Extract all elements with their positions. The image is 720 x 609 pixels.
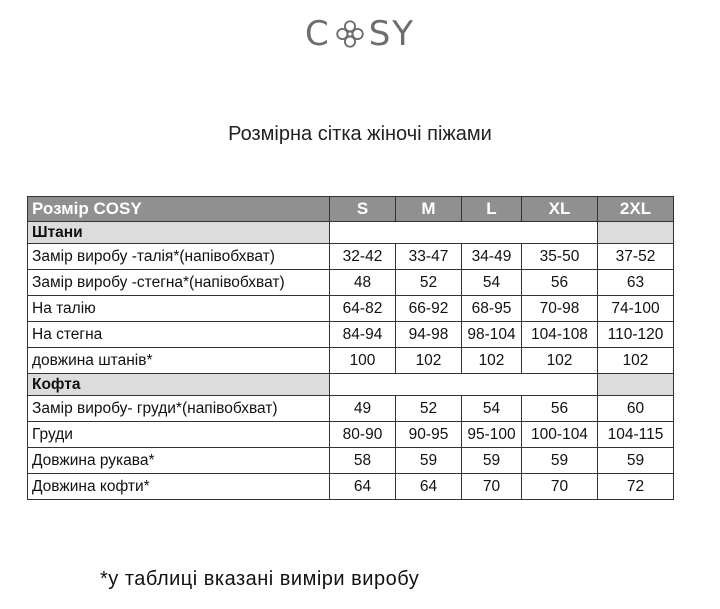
table-cell: 54: [462, 270, 522, 296]
table-cell: 102: [462, 348, 522, 374]
size-label-header: Розмір COSY: [28, 197, 330, 222]
table-cell: 64-82: [330, 296, 396, 322]
table-cell: 94-98: [396, 322, 462, 348]
table-cell: 66-92: [396, 296, 462, 322]
table-cell: 35-50: [522, 244, 598, 270]
flower-icon: [333, 17, 367, 51]
table-cell: 100-104: [522, 422, 598, 448]
section-filler: [598, 222, 674, 244]
section-filler: [330, 222, 598, 244]
section-filler: [598, 374, 674, 396]
table-row: [28, 448, 674, 474]
table-cell: 70: [522, 474, 598, 500]
table-cell: 102: [598, 348, 674, 374]
table-cell: 68-95: [462, 296, 522, 322]
table-cell: 110-120: [598, 322, 674, 348]
brand-logo: [0, 6, 720, 62]
row-label: довжина штанів*: [28, 348, 330, 374]
table-cell: 102: [396, 348, 462, 374]
table-cell: 59: [396, 448, 462, 474]
row-label: На талію: [28, 296, 330, 322]
logo-letter-c: C: [304, 14, 331, 54]
table-cell: 34-49: [462, 244, 522, 270]
table-cell: 56: [522, 270, 598, 296]
table-cell: 104-108: [522, 322, 598, 348]
size-header-cell: M: [396, 197, 462, 222]
table-cell: 59: [598, 448, 674, 474]
brand-logo-text: [305, 14, 415, 54]
table-row: [28, 422, 674, 448]
table-cell: 98-104: [462, 322, 522, 348]
table-cell: 59: [522, 448, 598, 474]
row-label: Замір виробу -стегна*(напівобхват): [28, 270, 330, 296]
table-cell: 72: [598, 474, 674, 500]
table-cell: 32-42: [330, 244, 396, 270]
section-filler: [330, 374, 598, 396]
table-cell: 52: [396, 396, 462, 422]
table-cell: 80-90: [330, 422, 396, 448]
table-cell: 100: [330, 348, 396, 374]
table-row: [28, 396, 674, 422]
table-cell: 56: [522, 396, 598, 422]
table-cell: 63: [598, 270, 674, 296]
row-label: Груди: [28, 422, 330, 448]
table-cell: 60: [598, 396, 674, 422]
table-cell: 104-115: [598, 422, 674, 448]
size-header-cell: S: [330, 197, 396, 222]
table-row: [28, 244, 674, 270]
logo-letters-sy: SY: [368, 14, 416, 54]
section-title: Штани: [28, 222, 330, 244]
table-cell: 64: [396, 474, 462, 500]
row-label: Замір виробу- груди*(напівобхват): [28, 396, 330, 422]
size-header-cell: 2XL: [598, 197, 674, 222]
page-title: Розмірна сітка жіночі піжами: [228, 123, 492, 145]
table-cell: 70: [462, 474, 522, 500]
table-row: [28, 322, 674, 348]
table-row: [28, 270, 674, 296]
section-row: [28, 222, 674, 244]
size-header-cell: XL: [522, 197, 598, 222]
table-cell: 59: [462, 448, 522, 474]
section-row: [28, 374, 674, 396]
size-chart-table: [27, 196, 674, 500]
table-row: [28, 296, 674, 322]
table-cell: 49: [330, 396, 396, 422]
table-row: [28, 348, 674, 374]
section-title: Кофта: [28, 374, 330, 396]
table-cell: 64: [330, 474, 396, 500]
table-cell: 74-100: [598, 296, 674, 322]
table-cell: 52: [396, 270, 462, 296]
row-label: На стегна: [28, 322, 330, 348]
row-label: Замір виробу -талія*(напівобхват): [28, 244, 330, 270]
table-cell: 84-94: [330, 322, 396, 348]
table-cell: 95-100: [462, 422, 522, 448]
table-cell: 33-47: [396, 244, 462, 270]
footnote: *у таблиці вказані виміри виробу: [100, 568, 420, 590]
size-header-cell: L: [462, 197, 522, 222]
table-header-row: [28, 197, 674, 222]
table-cell: 58: [330, 448, 396, 474]
row-label: Довжина рукава*: [28, 448, 330, 474]
table-cell: 54: [462, 396, 522, 422]
row-label: Довжина кофти*: [28, 474, 330, 500]
table-cell: 70-98: [522, 296, 598, 322]
table-row: [28, 474, 674, 500]
table-cell: 90-95: [396, 422, 462, 448]
table-cell: 48: [330, 270, 396, 296]
table-cell: 37-52: [598, 244, 674, 270]
table-cell: 102: [522, 348, 598, 374]
